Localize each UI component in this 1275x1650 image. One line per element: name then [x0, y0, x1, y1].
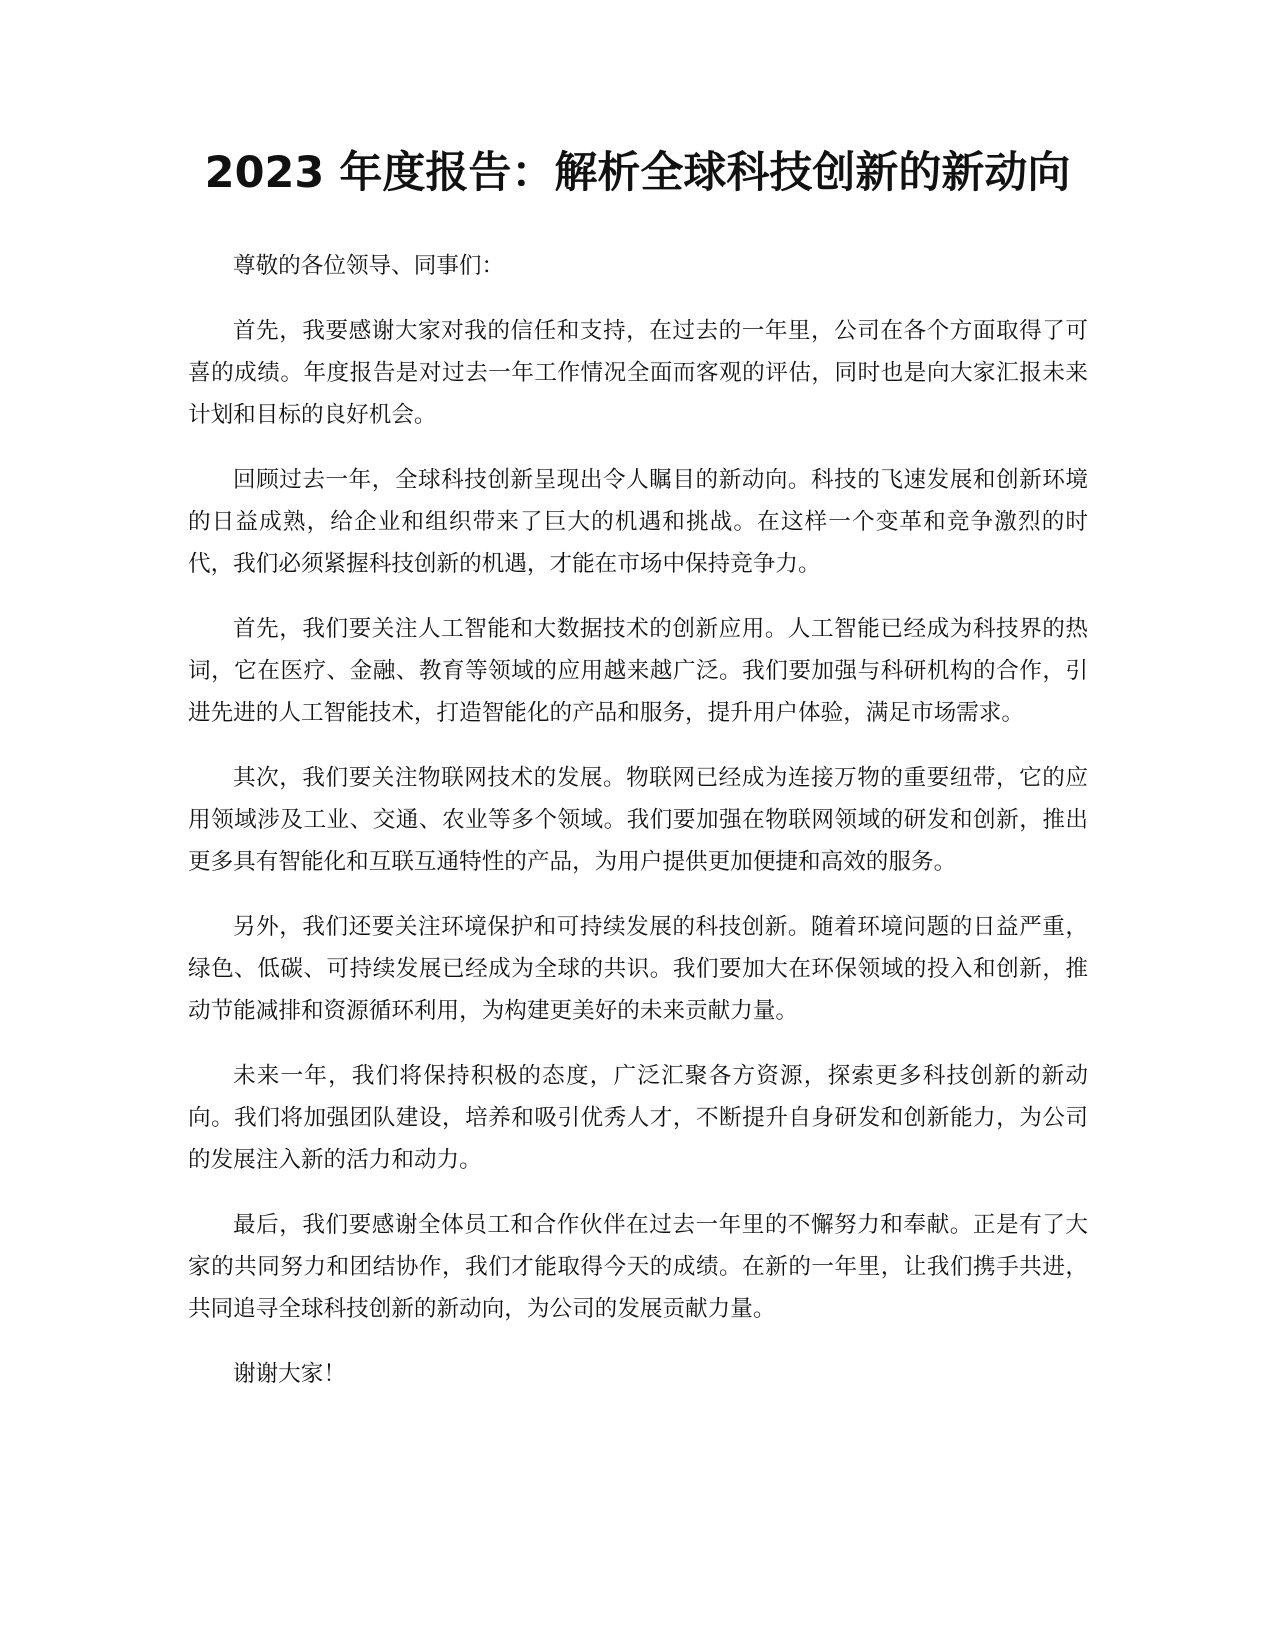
document-title: 2023 年度报告：解析全球科技创新的新动向: [204, 148, 1071, 198]
paragraph-thanks: 最后，我们要感谢全体员工和合作伙伴在过去一年里的不懈努力和奉献。正是有了大家的共同努力和团结协作，我们才能取得今天的成绩。在新的一年里，让我们携手共进，共同追寻全球科技创新的新动向，为公司的发展贡献力量。: [188, 1212, 1088, 1322]
paragraph-closing: 谢谢大家！: [233, 1361, 346, 1387]
document-body: [188, 245, 1088, 1418]
paragraph-ai: 首先，我们要关注人工智能和大数据技术的创新应用。人工智能已经成为科技界的热词，它在医疗、金融、教育等领域的应用越来越广泛。我们要加强与科研机构的合作，引进先进的人工智能技术，打造智能化的产品和服务，提升用户体验，满足市场需求。: [188, 616, 1088, 726]
paragraph-salutation: 尊敬的各位领导、同事们：: [233, 253, 505, 279]
paragraph-future: 未来一年，我们将保持积极的态度，广泛汇聚各方资源，探索更多科技创新的新动向。我们将加强团队建设，培养和吸引优秀人才，不断提升自身研发和创新能力，为公司的发展注入新的活力和动力。: [188, 1063, 1088, 1173]
paragraph-intro: 首先，我要感谢大家对我的信任和支持，在过去的一年里，公司在各个方面取得了可喜的成绩。年度报告是对过去一年工作情况全面而客观的评估，同时也是向大家汇报未来计划和目标的良好机会。: [188, 318, 1088, 428]
paragraph-environment: 另外，我们还要关注环境保护和可持续发展的科技创新。随着环境问题的日益严重，绿色、低碳、可持续发展已经成为全球的共识。我们要加大在环保领域的投入和创新，推动节能减排和资源循环利用，为构建更美好的未来贡献力量。: [188, 914, 1088, 1024]
paragraph-iot: 其次，我们要关注物联网技术的发展。物联网已经成为连接万物的重要纽带，它的应用领域涉及工业、交通、农业等多个领域。我们要加强在物联网领域的研发和创新，推出更多具有智能化和互联互通特性的产品，为用户提供更加便捷和高效的服务。: [188, 765, 1088, 875]
paragraph-review: 回顾过去一年，全球科技创新呈现出令人瞩目的新动向。科技的飞速发展和创新环境的日益成熟，给企业和组织带来了巨大的机遇和挑战。在这样一个变革和竞争激烈的时代，我们必须紧握科技创新的机遇，才能在市场中保持竞争力。: [188, 467, 1088, 577]
